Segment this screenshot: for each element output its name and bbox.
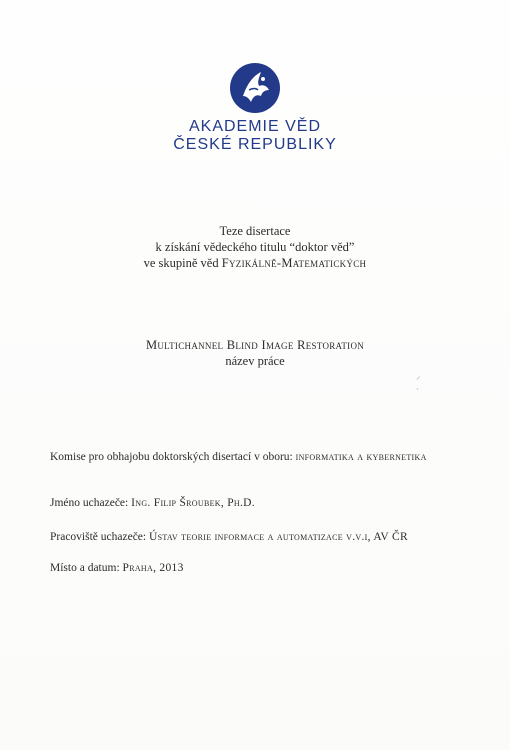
committee-row xyxy=(50,451,427,463)
committee-value: informatika a kybernetika xyxy=(295,451,427,463)
workplace-row xyxy=(50,531,408,543)
work-title-block xyxy=(0,337,510,369)
handwritten-mark: ⸝ ˏ xyxy=(416,371,421,390)
candidate-value: Ing. Filip Šroubek, Ph.D. xyxy=(131,497,255,509)
academy-emblem-icon xyxy=(229,62,281,114)
workplace-value: Ústav teorie informace a automatizace v.v.i, AV ČR xyxy=(148,531,408,543)
committee-label: Komise pro obhajobu doktorských disertací v oboru: xyxy=(50,451,293,463)
academy-logo xyxy=(0,62,510,114)
thesis-line2: k získání vědeckého titulu “doktor věd” xyxy=(155,240,355,254)
work-title-caption: název práce xyxy=(225,354,285,368)
work-title: Multichannel Blind Image Restoration xyxy=(145,338,365,352)
organization-name-line1: AKADEMIE VĚD xyxy=(188,118,322,135)
candidate-row xyxy=(50,497,255,509)
place-date-value: Praha, 2013 xyxy=(122,562,184,574)
thesis-line1: Teze disertace xyxy=(219,224,291,238)
thesis-line3-prefix: ve skupině věd xyxy=(143,256,219,270)
thesis-description xyxy=(0,223,510,271)
place-date-row xyxy=(50,562,184,574)
workplace-label: Pracoviště uchazeče: xyxy=(50,531,147,543)
place-date-label: Místo a datum: xyxy=(50,562,120,574)
organization-name-line2: ČESKÉ REPUBLIKY xyxy=(173,136,337,153)
candidate-label: Jméno uchazeče: xyxy=(50,497,129,509)
thesis-line3 xyxy=(0,255,510,271)
science-group: Fyzikálně-Matematických xyxy=(221,256,367,270)
